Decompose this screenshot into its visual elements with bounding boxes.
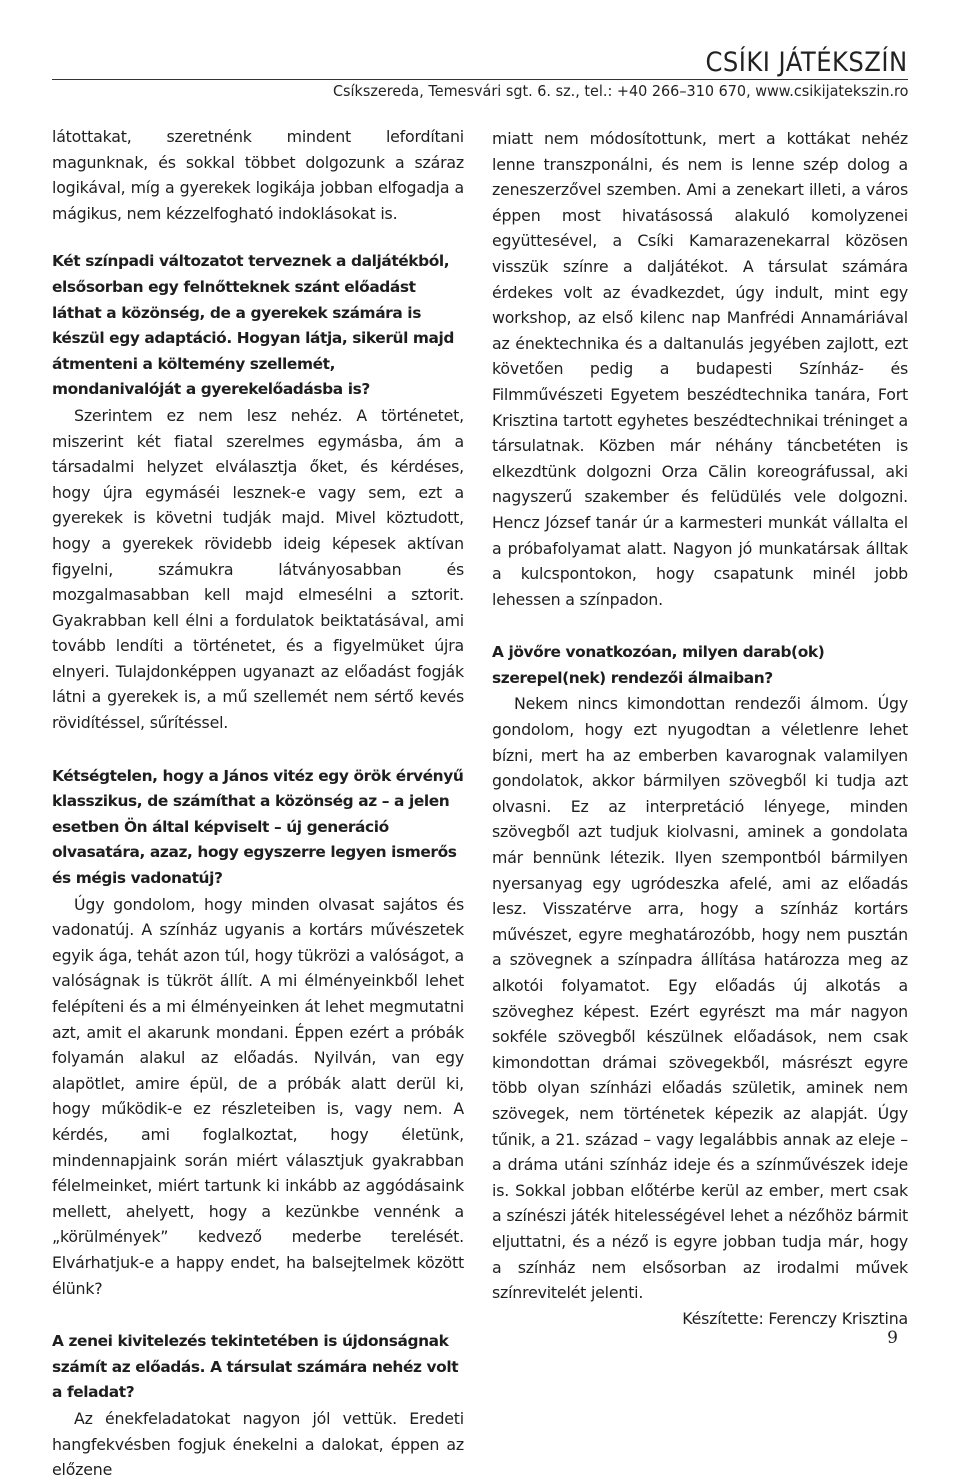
interview-question: A zenei kivitelezés tekintetében is újdonságnak számít az előadás. A társulat számára nehéz volt a feladat? xyxy=(52,1332,459,1402)
interview-answer: Úgy gondolom, hogy minden olvasat sajátos és vadonatúj. A színház ugyanis a kortárs művészetek egyik ága, tehát azon túl, hogy tükrözi a valóságot, a valóságnak is tükröt állít. A mi élményeinkből lehet felépíteni és a mi élményeinken át lehet megmutatni azt, amit el akarunk mondani. Éppen ezért a próbák folyamán alakul az előadás. Nyilván, van egy alapötlet, amire épül, de a próbák alatt derül ki, hogy működik-e ez részleteiben is, vagy nem. A kérdés, ami foglalkoztat, hogy életünk, mindennapjaink során miért választjuk gyakrabban félelmeinket, miért tartunk ki inkább az aggódásaink mellett, ahelyett, hogy a kezünkbe vennénk a „körülmények” kedvező mederbe terelését. Elvárhatjuk-e a happy endet, ha balsejtelmek között élünk? xyxy=(52,894,464,1298)
interview-answer: Szerintem ez nem lesz nehéz. A történetet, miszerint két fiatal szerelmes egymásba, ám a társadalmi helyzet elválasztja őket, és kérdéses, hogy újra egymáséi lesznek-e vagy sem, ezt a gyerekek is követni tudják majd. Mivel köztudott, hogy a gyerekek rövidebb ideig képesek aktívan figyelni, számukra látványosabban és mozgalmasabban kell majd elmesélni a sztorit. Gyakrabban kell élni a fordulatok beiktatásával, ami tovább lendíti a történetet, és a figyelmüket újra elnyeri. Tulajdonképpen ugyanazt az előadást fogják látni a gyerekek is, a mű szellemét nem sértő kevés rövidítéssel, sűrítéssel. xyxy=(52,405,464,733)
interview-question: Kétségtelen, hogy a János vitéz egy örök érvényű klasszikus, de számíthat a közönség az – a jelen esetben Ön által képviselt – új generáció olvasatára, azaz, hogy egyszerre legyen ismerős és mégis vadonatúj? xyxy=(52,766,464,888)
page-number: 9 xyxy=(887,1328,898,1348)
right-column xyxy=(492,126,908,1331)
left-column xyxy=(52,124,464,1483)
interview-answer: Nekem nincs kimondottan rendezői álmom. Úgy gondolom, hogy ezt nyugodtan a véletlenre lehet bízni, mert ha az emberben kavarognak valamilyen gondolatok, akkor bármilyen szövegből ki tudja azt olvasni. Ez az interpretáció lényege, minden szövegből azt tudjuk kiolvasni, aminek a gondolata már bennünk létezik. Ilyen szempontból bármilyen nyersanyag egy ugródeszka afelé, ami az előadás lesz. Visszatérve arra, hogy a színház kortárs művészet, egyre meghatározóbb, hogy nem pusztán a szövegnek a színpadra állítása határozza meg az alkotói folyamatot. Egy előadás új alkotás a szöveghez képest. Ezért egyrészt ma már nagyon sokféle szövegből készülnek előadások, nem csak kimondottan drámai szövegekből, másrészt egyre több olyan színházi előadás születik, aminek nem szövegek, nem történetek képezik az alapját. Úgy tűnik, a 21. század – vagy legalábbis annak az eleje – a dráma utáni színház ideje és a színművészek ideje is. Sokkal jobban előtérbe kerül az ember, mert csak a színészi játék hitelességével lehet a nézőhöz bármit eljuttatni, és a néző is egyre jobban tudja már, hogy a színház nem elsősorban az irodalmi művek színrevitelét jelenti. xyxy=(492,694,908,1303)
interview-answer: Az énekfeladatokat nagyon jól vettük. Eredeti hangfekvésben fogjuk énekelni a dalokat, éppen az előzene xyxy=(52,1408,464,1480)
header-divider xyxy=(52,79,908,80)
header-address: Csíkszereda, Temesvári sgt. 6. sz., tel.: +40 266–310 670, www.csikijatekszin.ro xyxy=(332,82,908,100)
interview-answer-continued: miatt nem módosítottunk, mert a kottákat nehéz lenne transzponálni, és nem is lenne szép dolog a zeneszerzővel szemben. Ami a zenekart illeti, a város éppen most hivatásossá alakuló komolyzenei együttesével, a Csíki Kamarazenekarral közösen visszük színre a daljátékot. A társulat számára érdekes volt az évadkezdet, úgy indult, mint egy workshop, az első kilenc nap Manfrédi Annamáriával az énektechnika és a daltanulás jegyében zajlott, ezt követően pedig a budapesti Színház- és Filmművészeti Egyetem beszédtechnika tanára, Fort Krisztina tartott egyhetes beszédtechnikai tréninget a társulatnak. Közben már néhány táncbetéten is elkezdtünk dolgozni Orza Călin koreográfussal, aki nagyszerű szakember és felüdülés vele dolgozni. Hencz József tanár úr a karmesteri munkát vállalta el a próbafolyamat alatt. Nagyon jó munkatársak álltak a kulcspontokon, hogy csapatunk minél jobb lehessen a színpadon. xyxy=(492,129,908,609)
interview-question: Két színpadi változatot terveznek a daljátékból, elsősorban egy felnőtteknek szánt előadást láthat a közönség, de a gyerekek számára is készül egy adaptáció. Hogyan látja, sikerül majd átmenteni a költemény szellemét, mondanivalóját a gyerekelőadásba is? xyxy=(52,252,455,399)
author-credit: Készítette: Ferenczy Krisztina xyxy=(682,1308,908,1328)
paragraph: látottakat, szeretnénk mindent lefordítani magunknak, és sokkal többet dolgozunk a száraz logikával, míg a gyerekek logikája jobban elfogadja a mágikus, nem kézzelfogható indoklásokat is. xyxy=(52,127,464,223)
interview-question: A jövőre vonatkozóan, milyen darab(ok) szerepel(nek) rendezői álmaiban? xyxy=(492,643,825,687)
header-brand: CSÍKI JÁTÉKSZÍN xyxy=(705,47,908,78)
